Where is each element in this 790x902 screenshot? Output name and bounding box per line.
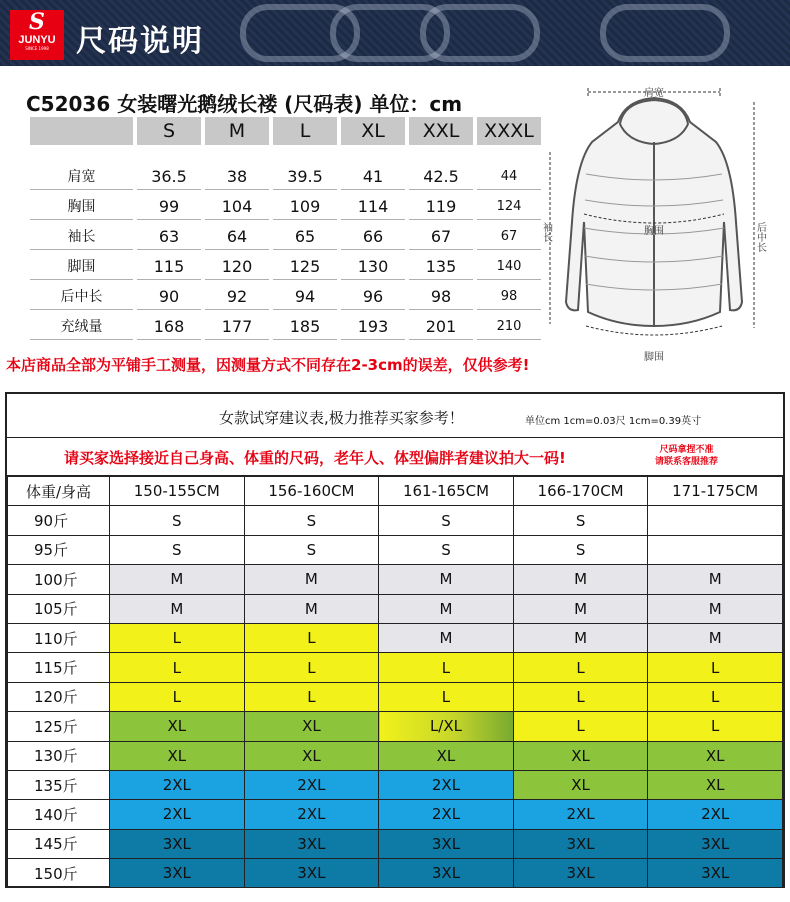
side-note-line-1: 尺码拿捏不准 [659,445,714,455]
recommended-size-cell: S [379,535,514,564]
logo-mark: S [29,9,45,35]
measurement-value: 185 [273,313,337,340]
recommended-size-cell: S [513,506,648,535]
recommended-size-cell: 3XL [379,859,514,888]
measurement-value: 201 [409,313,473,340]
recommended-size-cell: S [110,535,245,564]
recommended-size-cell: L [110,623,245,652]
recommended-size-cell: L [379,653,514,682]
measurement-value: 99 [137,193,201,220]
measurement-label: 肩宽 [30,163,133,190]
size-header: XL [341,117,405,145]
weight-label: 115斤 [8,653,110,682]
grid-header-height: 166-170CM [513,477,648,506]
measurement-value: 130 [341,253,405,280]
weight-label: 130斤 [8,741,110,770]
recommended-size-cell: M [513,623,648,652]
recommended-size-cell: L [244,653,379,682]
measurement-value: 114 [341,193,405,220]
recommended-size-cell: L [648,653,783,682]
measurement-label: 充绒量 [30,313,133,340]
label-hem: 脚围 [644,352,664,363]
grid-header-height: 150-155CM [110,477,245,506]
unit-note: 单位cm 1cm=0.03尺 1cm=0.39英寸 [525,416,702,427]
recommendation-warning-bar [7,438,783,476]
size-chart-title: C52036 女装曙光鹅绒长褛 (尺码表) 单位：cm [26,92,463,116]
weight-label: 125斤 [8,712,110,741]
weight-label: 150斤 [8,859,110,888]
recommended-size-cell: S [244,506,379,535]
weight-label: 140斤 [8,800,110,829]
recommended-size-cell: L [110,682,245,711]
recommendation-row [8,829,783,858]
recommendation-row [8,682,783,711]
header-banner [0,0,790,66]
recommended-size-cell: M [379,594,514,623]
recommendation-row [8,506,783,535]
recommendation-row [8,712,783,741]
measurement-value: 63 [137,223,201,250]
weight-label: 120斤 [8,682,110,711]
measurement-value: 119 [409,193,473,220]
recommendation-grid [7,476,783,888]
recommended-size-cell: M [110,594,245,623]
measurement-notice: 本店商品全部为平铺手工测量，因测量方式不同存在2-3cm的误差，仅供参考! [6,356,530,374]
recommendation-row [8,594,783,623]
size-header: L [273,117,337,145]
recommended-size-cell: XL [513,770,648,799]
recommended-size-cell: M [513,565,648,594]
label-sleeve: 袖长 [540,222,552,242]
measurement-value: 193 [341,313,405,340]
size-chart-table [26,114,545,343]
recommended-size-cell: 2XL [379,770,514,799]
recommended-size-cell: XL [648,770,783,799]
recommended-size-cell: XL [110,741,245,770]
recommended-size-cell: L [513,712,648,741]
measurement-value: 94 [273,283,337,310]
size-row [30,313,541,340]
recommended-size-cell: L/XL [379,712,514,741]
recommended-size-cell: 3XL [513,829,648,858]
measurement-value: 41 [341,163,405,190]
recommended-size-cell: 3XL [648,859,783,888]
recommended-size-cell: 2XL [110,770,245,799]
grid-header-height: 171-175CM [648,477,783,506]
measurement-value: 92 [205,283,269,310]
measurement-value: 115 [137,253,201,280]
recommended-size-cell: 2XL [110,800,245,829]
jacket-diagram [540,82,770,368]
measurement-value: 125 [273,253,337,280]
recommended-size-cell: L [513,653,648,682]
chain-decoration [420,4,540,62]
recommended-size-cell: S [244,535,379,564]
measurement-value: 96 [341,283,405,310]
recommended-size-cell: 3XL [648,829,783,858]
recommended-size-cell: 3XL [244,829,379,858]
recommended-size-cell: M [244,565,379,594]
label-chest: 胸围 [644,226,664,237]
recommended-size-cell: S [110,506,245,535]
measurement-value: 66 [341,223,405,250]
size-gap-row [30,148,541,160]
recommendation-warning: 请买家选择接近自己身高、体重的尺码，老年人、体型偏胖者建议拍大一码! [64,449,566,467]
recommended-size-cell: 3XL [513,859,648,888]
weight-label: 100斤 [8,565,110,594]
measurement-value: 124 [477,193,541,220]
measurement-value: 210 [477,313,541,340]
weight-label: 90斤 [8,506,110,535]
measurement-value: 67 [409,223,473,250]
recommended-size-cell: 2XL [244,770,379,799]
recommended-size-cell: 2XL [648,800,783,829]
recommended-size-cell: 3XL [244,859,379,888]
recommended-size-cell: S [379,506,514,535]
chain-decoration [600,4,730,62]
recommended-size-cell: XL [110,712,245,741]
weight-label: 110斤 [8,623,110,652]
recommended-size-cell: XL [513,741,648,770]
weight-label: 135斤 [8,770,110,799]
recommended-size-cell: L [244,623,379,652]
recommended-size-cell: 2XL [379,800,514,829]
measurement-value: 135 [409,253,473,280]
measurement-value: 65 [273,223,337,250]
measurement-value: 38 [205,163,269,190]
size-row [30,193,541,220]
recommended-size-cell: M [379,623,514,652]
recommended-size-cell: 2XL [513,800,648,829]
recommendation-row [8,565,783,594]
recommended-size-cell: XL [379,741,514,770]
size-row [30,283,541,310]
size-header: S [137,117,201,145]
size-row [30,163,541,190]
recommended-size-cell: L [379,682,514,711]
size-header: XXL [409,117,473,145]
measurement-value: 36.5 [137,163,201,190]
size-row [30,223,541,250]
grid-header-height: 161-165CM [379,477,514,506]
recommended-size-cell: L [244,682,379,711]
weight-label: 145斤 [8,829,110,858]
weight-label: 105斤 [8,594,110,623]
recommendation-title-bar [7,394,783,438]
measurement-value: 39.5 [273,163,337,190]
logo-since: SINCE 1998 [25,46,49,51]
recommended-size-cell: 3XL [110,829,245,858]
recommended-size-cell: S [513,535,648,564]
recommendation-row [8,623,783,652]
recommended-size-cell: 3XL [110,859,245,888]
measurement-value: 42.5 [409,163,473,190]
recommendation-row [8,800,783,829]
side-note-line-2: 请联系客服推荐 [655,457,719,467]
recommended-size-cell: M [110,565,245,594]
measurement-value: 98 [477,283,541,310]
recommendation-row [8,653,783,682]
measurement-value: 44 [477,163,541,190]
recommended-size-cell: L [648,682,783,711]
page-title: 尺码说明 [76,24,204,59]
size-row [30,253,541,280]
recommended-size-cell: M [648,565,783,594]
measurement-value: 90 [137,283,201,310]
measurement-label: 胸围 [30,193,133,220]
label-back-length: 后中长 [754,222,766,252]
recommendation-row [8,741,783,770]
measurement-label: 后中长 [30,283,133,310]
recommended-size-cell: L [648,712,783,741]
weight-label: 95斤 [8,535,110,564]
recommended-size-cell: XL [244,741,379,770]
recommended-size-cell: L [110,653,245,682]
recommended-size-cell: M [513,594,648,623]
measurement-value: 177 [205,313,269,340]
label-shoulder: 肩宽 [644,88,664,99]
recommended-size-cell: M [244,594,379,623]
grid-header-weight-height: 体重/身高 [8,477,110,506]
recommended-size-cell: 3XL [379,829,514,858]
measurement-value: 168 [137,313,201,340]
recommended-size-cell: M [648,623,783,652]
measurement-value: 104 [205,193,269,220]
measurement-label: 脚围 [30,253,133,280]
recommendation-row [8,859,783,888]
recommended-size-cell: L [513,682,648,711]
recommended-size-cell: 2XL [244,800,379,829]
fit-recommendation-panel [5,392,785,888]
recommendation-row [8,770,783,799]
recommended-size-cell [648,535,783,564]
contact-service-note [655,444,718,468]
recommended-size-cell: M [648,594,783,623]
measurement-value: 98 [409,283,473,310]
recommendation-row [8,535,783,564]
measurement-value: 140 [477,253,541,280]
recommended-size-cell: XL [244,712,379,741]
size-header: XXXL [477,117,541,145]
recommended-size-cell [648,506,783,535]
jacket-illustration [540,82,770,368]
size-header: M [205,117,269,145]
measurement-value: 64 [205,223,269,250]
logo-brand: JUNYU [18,34,56,46]
measurement-value: 67 [477,223,541,250]
recommendation-title: 女款试穿建议表,极力推荐买家参考！ [219,409,464,427]
measurement-value: 120 [205,253,269,280]
grid-header-row [8,477,783,506]
recommended-size-cell: M [379,565,514,594]
size-header-row [30,117,541,145]
recommended-size-cell: XL [648,741,783,770]
measurement-label: 袖长 [30,223,133,250]
measurement-value: 109 [273,193,337,220]
size-header-blank [30,117,133,145]
grid-header-height: 156-160CM [244,477,379,506]
brand-logo [10,10,64,60]
